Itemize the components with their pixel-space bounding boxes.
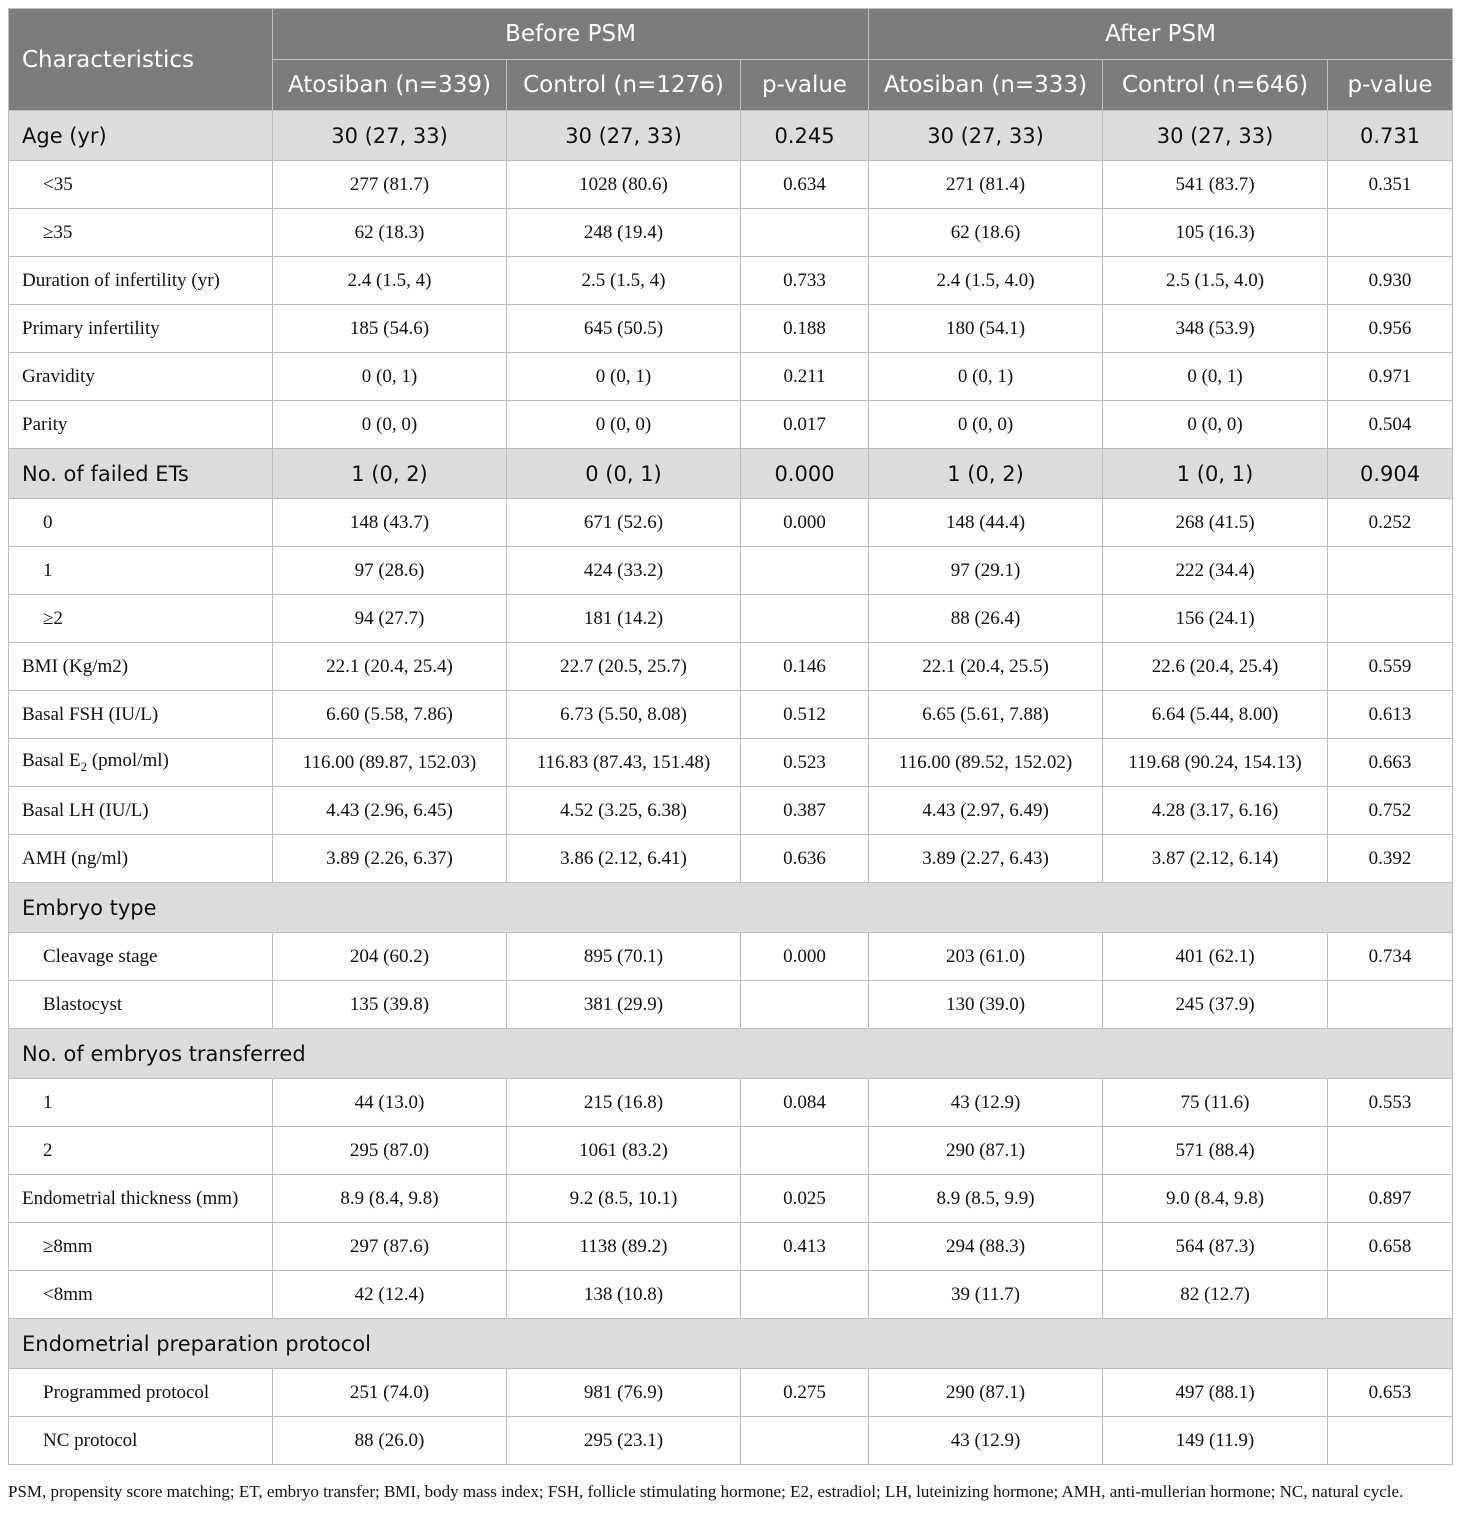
table-cell: 0.956 <box>1328 305 1453 353</box>
table-cell: 0.188 <box>741 305 869 353</box>
table-cell: 248 (19.4) <box>507 209 741 257</box>
table-cell: 105 (16.3) <box>1103 209 1328 257</box>
table-cell: 0.000 <box>741 933 869 981</box>
table-cell: 0 (0, 1) <box>1103 353 1328 401</box>
table-cell: 6.65 (5.61, 7.88) <box>869 691 1103 739</box>
table-cell: 0.000 <box>741 499 869 547</box>
table-cell <box>741 1271 869 1319</box>
table-cell: 0.634 <box>741 161 869 209</box>
row-label: No. of failed ETs <box>9 449 273 499</box>
table-cell: 1 (0, 1) <box>1103 449 1328 499</box>
table-row <box>9 787 1453 835</box>
table-cell: 671 (52.6) <box>507 499 741 547</box>
table-cell: 22.6 (20.4, 25.4) <box>1103 643 1328 691</box>
table-cell: 0.025 <box>741 1175 869 1223</box>
table-cell: 116.00 (89.87, 152.03) <box>273 739 507 787</box>
table-cell: 180 (54.1) <box>869 305 1103 353</box>
table-cell: 1061 (83.2) <box>507 1127 741 1175</box>
table-footnote: PSM, propensity score matching; ET, embryo transfer; BMI, body mass index; FSH, follicle stimulating hormone; E2, estradiol; LH, luteinizing hormone; AMH, anti-mullerian hormone; NC, natural cycle. <box>8 1482 1404 1501</box>
table-cell: 0.351 <box>1328 161 1453 209</box>
row-label: Blastocyst <box>9 981 273 1029</box>
table-cell: 135 (39.8) <box>273 981 507 1029</box>
table-cell: 0 (0, 0) <box>273 401 507 449</box>
table-row <box>9 209 1453 257</box>
header-after-control: Control (n=646) <box>1103 60 1328 111</box>
table-cell: 4.43 (2.97, 6.49) <box>869 787 1103 835</box>
table-cell <box>1328 981 1453 1029</box>
table-row <box>9 449 1453 499</box>
table-cell: 0 (0, 1) <box>507 449 741 499</box>
table-cell: 0.000 <box>741 449 869 499</box>
table-cell: 94 (27.7) <box>273 595 507 643</box>
table-row <box>9 161 1453 209</box>
table-cell: 0 (0, 1) <box>273 353 507 401</box>
section-label: Endometrial preparation protocol <box>9 1319 1453 1369</box>
row-label: Basal FSH (IU/L) <box>9 691 273 739</box>
table-cell: 245 (37.9) <box>1103 981 1328 1029</box>
table-row <box>9 883 1453 933</box>
row-label: 1 <box>9 1079 273 1127</box>
header-after-psm: After PSM <box>869 9 1453 60</box>
table-row <box>9 835 1453 883</box>
table-cell: 8.9 (8.5, 9.9) <box>869 1175 1103 1223</box>
table-row <box>9 1271 1453 1319</box>
table-cell: 0.245 <box>741 111 869 161</box>
table-cell: 0.275 <box>741 1369 869 1417</box>
table-cell: 3.89 (2.26, 6.37) <box>273 835 507 883</box>
table-cell: 156 (24.1) <box>1103 595 1328 643</box>
table-cell <box>1328 209 1453 257</box>
header-before-p-value: p-value <box>741 60 869 111</box>
table-row <box>9 1029 1453 1079</box>
table-row <box>9 1369 1453 1417</box>
table-row <box>9 547 1453 595</box>
table-cell: 97 (28.6) <box>273 547 507 595</box>
row-label: ≥8mm <box>9 1223 273 1271</box>
table-cell: 181 (14.2) <box>507 595 741 643</box>
baseline-characteristics-table <box>8 8 1453 1465</box>
table-cell: 1 (0, 2) <box>869 449 1103 499</box>
table-cell: 401 (62.1) <box>1103 933 1328 981</box>
table-cell: 30 (27, 33) <box>273 111 507 161</box>
table-cell: 571 (88.4) <box>1103 1127 1328 1175</box>
table-cell: 3.86 (2.12, 6.41) <box>507 835 741 883</box>
table-cell: 75 (11.6) <box>1103 1079 1328 1127</box>
table-cell: 0.930 <box>1328 257 1453 305</box>
table-cell: 119.68 (90.24, 154.13) <box>1103 739 1328 787</box>
table-row <box>9 981 1453 1029</box>
row-label: 1 <box>9 547 273 595</box>
table-cell: 0.904 <box>1328 449 1453 499</box>
table-row <box>9 1417 1453 1465</box>
table-cell: 6.73 (5.50, 8.08) <box>507 691 741 739</box>
table-cell: 271 (81.4) <box>869 161 1103 209</box>
row-label: Parity <box>9 401 273 449</box>
table-cell: 497 (88.1) <box>1103 1369 1328 1417</box>
table-cell <box>1328 1417 1453 1465</box>
table-cell: 4.28 (3.17, 6.16) <box>1103 787 1328 835</box>
row-label: AMH (ng/ml) <box>9 835 273 883</box>
section-label: Embryo type <box>9 883 1453 933</box>
row-label-text: Basal E <box>22 750 81 772</box>
table-cell <box>1328 595 1453 643</box>
table-cell: 9.2 (8.5, 10.1) <box>507 1175 741 1223</box>
table-cell: 3.87 (2.12, 6.14) <box>1103 835 1328 883</box>
table-row <box>9 401 1453 449</box>
table-cell: 2.4 (1.5, 4.0) <box>869 257 1103 305</box>
table-cell: 185 (54.6) <box>273 305 507 353</box>
table-cell: 39 (11.7) <box>869 1271 1103 1319</box>
row-label-unit: (pmol/ml) <box>87 750 169 772</box>
table-cell: 22.1 (20.4, 25.5) <box>869 643 1103 691</box>
table-cell: 1138 (89.2) <box>507 1223 741 1271</box>
table-cell: 215 (16.8) <box>507 1079 741 1127</box>
table-cell: 0.523 <box>741 739 869 787</box>
row-label: Cleavage stage <box>9 933 273 981</box>
table-cell: 6.64 (5.44, 8.00) <box>1103 691 1328 739</box>
table-cell: 62 (18.3) <box>273 209 507 257</box>
table-cell: 0.559 <box>1328 643 1453 691</box>
row-label: 0 <box>9 499 273 547</box>
table-cell: 294 (88.3) <box>869 1223 1103 1271</box>
table-cell: 138 (10.8) <box>507 1271 741 1319</box>
table-cell: 0.392 <box>1328 835 1453 883</box>
table-cell: 116.00 (89.52, 152.02) <box>869 739 1103 787</box>
table-row <box>9 353 1453 401</box>
table-cell: 2.5 (1.5, 4.0) <box>1103 257 1328 305</box>
table-cell: 148 (43.7) <box>273 499 507 547</box>
table-cell: 0.658 <box>1328 1223 1453 1271</box>
table-cell: 43 (12.9) <box>869 1079 1103 1127</box>
table-cell: 0.512 <box>741 691 869 739</box>
row-label: <35 <box>9 161 273 209</box>
row-label: 2 <box>9 1127 273 1175</box>
table-cell: 0.734 <box>1328 933 1453 981</box>
header-characteristics: Characteristics <box>9 9 273 111</box>
table-cell: 30 (27, 33) <box>1103 111 1328 161</box>
row-label: NC protocol <box>9 1417 273 1465</box>
row-label: Programmed protocol <box>9 1369 273 1417</box>
table-cell: 0.553 <box>1328 1079 1453 1127</box>
table-cell: 0.146 <box>741 643 869 691</box>
table-cell: 3.89 (2.27, 6.43) <box>869 835 1103 883</box>
table-cell: 424 (33.2) <box>507 547 741 595</box>
header-before-control: Control (n=1276) <box>507 60 741 111</box>
table-cell: 148 (44.4) <box>869 499 1103 547</box>
table-cell: 2.5 (1.5, 4) <box>507 257 741 305</box>
table-cell: 222 (34.4) <box>1103 547 1328 595</box>
header-before-atosiban: Atosiban (n=339) <box>273 60 507 111</box>
table-cell: 149 (11.9) <box>1103 1417 1328 1465</box>
row-label: Basal LH (IU/L) <box>9 787 273 835</box>
table-cell: 564 (87.3) <box>1103 1223 1328 1271</box>
table-cell: 22.1 (20.4, 25.4) <box>273 643 507 691</box>
table-cell: 0.971 <box>1328 353 1453 401</box>
table-row <box>9 739 1453 787</box>
row-label: Primary infertility <box>9 305 273 353</box>
table-cell: 30 (27, 33) <box>869 111 1103 161</box>
table-row <box>9 933 1453 981</box>
table-cell: 0.613 <box>1328 691 1453 739</box>
row-label <box>9 739 273 787</box>
table-cell: 44 (13.0) <box>273 1079 507 1127</box>
table-cell: 88 (26.0) <box>273 1417 507 1465</box>
row-label: Duration of infertility (yr) <box>9 257 273 305</box>
table-cell: 277 (81.7) <box>273 161 507 209</box>
table-cell: 62 (18.6) <box>869 209 1103 257</box>
row-label: ≥2 <box>9 595 273 643</box>
table-cell: 0 (0, 0) <box>869 401 1103 449</box>
table-cell: 4.43 (2.96, 6.45) <box>273 787 507 835</box>
table-cell: 204 (60.2) <box>273 933 507 981</box>
table-cell: 0 (0, 0) <box>507 401 741 449</box>
row-label: Endometrial thickness (mm) <box>9 1175 273 1223</box>
table-cell: 42 (12.4) <box>273 1271 507 1319</box>
table-row <box>9 257 1453 305</box>
table-cell: 0.084 <box>741 1079 869 1127</box>
table-cell <box>741 981 869 1029</box>
row-label: <8mm <box>9 1271 273 1319</box>
table-cell: 88 (26.4) <box>869 595 1103 643</box>
table-cell: 0.733 <box>741 257 869 305</box>
table-cell: 97 (29.1) <box>869 547 1103 595</box>
table-cell: 6.60 (5.58, 7.86) <box>273 691 507 739</box>
table-row <box>9 305 1453 353</box>
table-cell: 295 (87.0) <box>273 1127 507 1175</box>
table-cell: 0.636 <box>741 835 869 883</box>
table-cell: 895 (70.1) <box>507 933 741 981</box>
table-row <box>9 1079 1453 1127</box>
header-after-p-value: p-value <box>1328 60 1453 111</box>
table-cell: 0.413 <box>741 1223 869 1271</box>
table-cell: 203 (61.0) <box>869 933 1103 981</box>
table-cell: 0.387 <box>741 787 869 835</box>
table-cell: 0.252 <box>1328 499 1453 547</box>
table-cell <box>741 595 869 643</box>
table-row <box>9 643 1453 691</box>
header-after-atosiban: Atosiban (n=333) <box>869 60 1103 111</box>
table-cell: 268 (41.5) <box>1103 499 1328 547</box>
table-row <box>9 499 1453 547</box>
table-cell: 541 (83.7) <box>1103 161 1328 209</box>
table-body <box>9 111 1453 1465</box>
table-cell: 30 (27, 33) <box>507 111 741 161</box>
table-header <box>9 9 1453 111</box>
table-row <box>9 1319 1453 1369</box>
table-cell: 0.897 <box>1328 1175 1453 1223</box>
table-cell: 1028 (80.6) <box>507 161 741 209</box>
table-cell: 290 (87.1) <box>869 1127 1103 1175</box>
table-cell: 0 (0, 0) <box>1103 401 1328 449</box>
table-cell: 82 (12.7) <box>1103 1271 1328 1319</box>
table-cell: 0 (0, 1) <box>869 353 1103 401</box>
row-label: BMI (Kg/m2) <box>9 643 273 691</box>
table-cell: 1 (0, 2) <box>273 449 507 499</box>
row-label: Gravidity <box>9 353 273 401</box>
table-cell <box>741 1417 869 1465</box>
table-cell: 0.731 <box>1328 111 1453 161</box>
table-row <box>9 1223 1453 1271</box>
table-cell: 295 (23.1) <box>507 1417 741 1465</box>
table-cell <box>1328 1271 1453 1319</box>
table-cell: 130 (39.0) <box>869 981 1103 1029</box>
table-cell: 381 (29.9) <box>507 981 741 1029</box>
header-before-psm: Before PSM <box>273 9 869 60</box>
table-cell <box>741 1127 869 1175</box>
table-cell: 0.663 <box>1328 739 1453 787</box>
table-cell: 0.653 <box>1328 1369 1453 1417</box>
table-row <box>9 691 1453 739</box>
table-cell <box>1328 1127 1453 1175</box>
table-cell: 0.504 <box>1328 401 1453 449</box>
row-label: ≥35 <box>9 209 273 257</box>
table-row <box>9 111 1453 161</box>
row-label-subscript: 2 <box>80 758 88 774</box>
row-label: Age (yr) <box>9 111 273 161</box>
table-row <box>9 1127 1453 1175</box>
table-cell <box>741 547 869 595</box>
table-cell: 8.9 (8.4, 9.8) <box>273 1175 507 1223</box>
table-cell: 0 (0, 1) <box>507 353 741 401</box>
table-cell: 0.211 <box>741 353 869 401</box>
table-row <box>9 1175 1453 1223</box>
table-cell: 290 (87.1) <box>869 1369 1103 1417</box>
table-cell: 2.4 (1.5, 4) <box>273 257 507 305</box>
table-cell: 981 (76.9) <box>507 1369 741 1417</box>
table-cell: 22.7 (20.5, 25.7) <box>507 643 741 691</box>
table-cell: 297 (87.6) <box>273 1223 507 1271</box>
table-cell: 645 (50.5) <box>507 305 741 353</box>
table-cell <box>1328 547 1453 595</box>
section-label: No. of embryos transferred <box>9 1029 1453 1079</box>
table-row <box>9 595 1453 643</box>
table-cell: 251 (74.0) <box>273 1369 507 1417</box>
table-cell <box>741 209 869 257</box>
table-cell: 4.52 (3.25, 6.38) <box>507 787 741 835</box>
table-cell: 43 (12.9) <box>869 1417 1103 1465</box>
table-cell: 9.0 (8.4, 9.8) <box>1103 1175 1328 1223</box>
table-cell: 348 (53.9) <box>1103 305 1328 353</box>
table-cell: 0.017 <box>741 401 869 449</box>
table-cell: 116.83 (87.43, 151.48) <box>507 739 741 787</box>
table-cell: 0.752 <box>1328 787 1453 835</box>
